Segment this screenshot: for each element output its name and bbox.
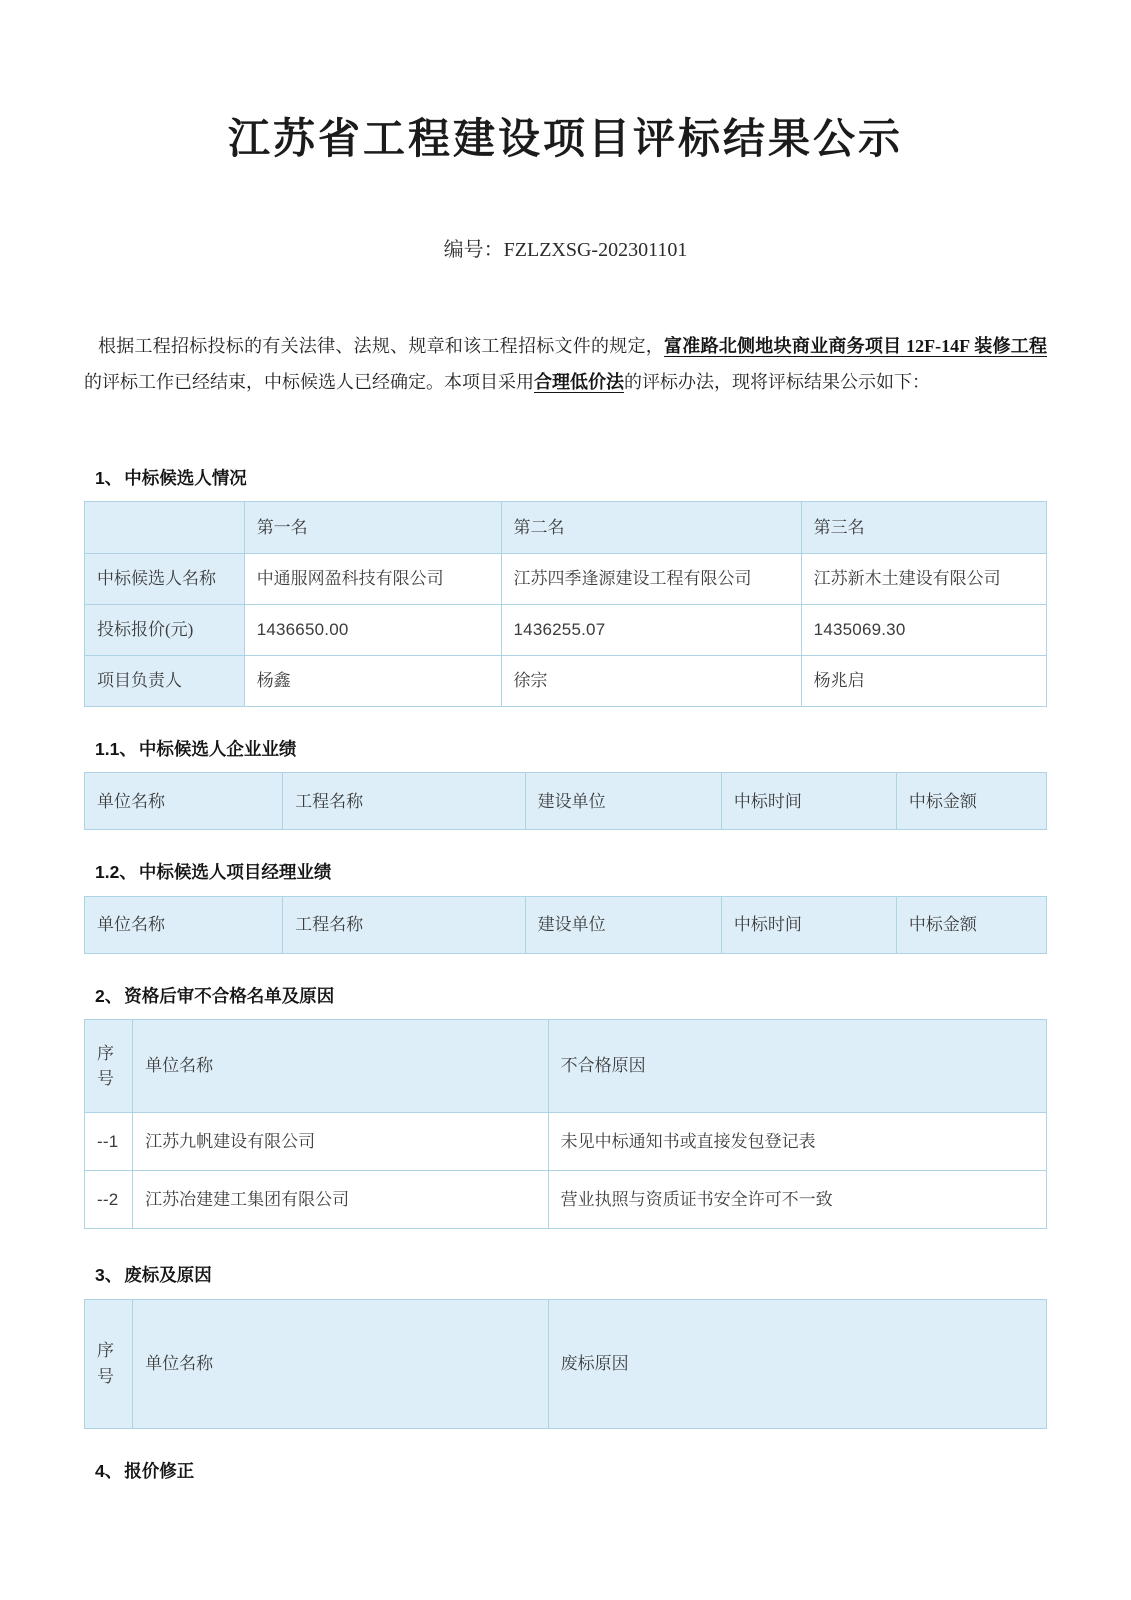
column-header-award-amount: 中标金额 [896, 896, 1046, 953]
column-header-project-name: 工程名称 [283, 896, 525, 953]
table-row [85, 1171, 1047, 1229]
section-title: 废标及原因 [124, 1265, 212, 1286]
section-number: 1.2、 [95, 862, 137, 883]
project-name-emphasis: 富准路北侧地块商业商务项目 12F-14F 装修工程 [664, 335, 1047, 356]
intro-text-1: 根据工程招标投标的有关法律、法规、规章和该工程招标文件的规定， [98, 335, 665, 356]
page-title: 江苏省工程建设项目评标结果公示 [227, 117, 903, 163]
table-cell: 1436650.00 [244, 605, 501, 656]
column-header-empty [85, 502, 245, 554]
column-header-serial-number: 序号 [85, 1020, 133, 1113]
row-label-candidate-name: 中标候选人名称 [85, 554, 245, 605]
table-row [85, 1113, 1047, 1171]
section-heading-rejected [84, 1263, 1047, 1288]
column-header-construction-unit: 建设单位 [525, 896, 721, 953]
section-title: 资格后审不合格名单及原因 [124, 985, 335, 1006]
column-header-project-name: 工程名称 [283, 773, 525, 830]
column-header-second-place: 第二名 [501, 502, 801, 554]
table-header-row [85, 1020, 1047, 1113]
section-title: 中标候选人项目经理业绩 [138, 862, 332, 883]
table-cell: 江苏新木土建设有限公司 [801, 554, 1046, 605]
column-header-third-place: 第三名 [801, 502, 1046, 554]
section-number: 3、 [95, 1265, 123, 1286]
column-header-unit-name: 单位名称 [85, 773, 283, 830]
table-cell: 1435069.30 [801, 605, 1046, 656]
table-row-bid-price [85, 605, 1047, 656]
table-header-row [85, 773, 1047, 830]
table-cell: 杨兆启 [801, 656, 1046, 707]
section-number: 1.1、 [95, 739, 137, 760]
doc-number-label: 编号： [443, 238, 504, 261]
table-header-row [85, 896, 1047, 953]
candidates-table [84, 501, 1047, 707]
intro-paragraph [84, 328, 1047, 400]
unit-name-cell: 江苏冶建建工集团有限公司 [133, 1171, 549, 1229]
intro-text-2: 的评标工作已经结束，中标候选人已经确定。本项目采用 [84, 371, 534, 392]
table-header-row [85, 1299, 1047, 1428]
disqualified-table [84, 1019, 1047, 1229]
table-row-candidate-name [85, 554, 1047, 605]
manager-performance-table [84, 896, 1047, 954]
column-header-unit-name: 单位名称 [133, 1020, 549, 1113]
section-title: 中标候选人情况 [124, 467, 247, 488]
table-row-project-manager [85, 656, 1047, 707]
reason-cell: 营业执照与资质证书安全许可不一致 [548, 1171, 1046, 1229]
section-heading-manager-performance [84, 860, 1047, 885]
serial-number-cell: --2 [85, 1171, 133, 1229]
table-cell: 1436255.07 [501, 605, 801, 656]
column-header-reject-reason: 废标原因 [548, 1299, 1046, 1428]
column-header-disqualify-reason: 不合格原因 [548, 1020, 1046, 1113]
doc-number [84, 233, 1047, 262]
column-header-first-place: 第一名 [244, 502, 501, 554]
section-heading-disqualified [84, 984, 1047, 1009]
table-cell: 江苏四季逢源建设工程有限公司 [501, 554, 801, 605]
unit-name-cell: 江苏九帆建设有限公司 [133, 1113, 549, 1171]
column-header-serial-number: 序号 [85, 1299, 133, 1428]
section-heading-candidates [84, 466, 1047, 491]
table-cell: 中通服网盈科技有限公司 [244, 554, 501, 605]
column-header-award-time: 中标时间 [721, 896, 896, 953]
column-header-unit-name: 单位名称 [133, 1299, 549, 1428]
section-heading-enterprise-performance [84, 737, 1047, 762]
enterprise-performance-table [84, 772, 1047, 830]
column-header-award-amount: 中标金额 [896, 773, 1046, 830]
serial-number-cell: --1 [85, 1113, 133, 1171]
section-number: 2、 [95, 985, 123, 1006]
row-label-bid-price: 投标报价(元) [85, 605, 245, 656]
section-heading-price-correction [84, 1459, 1047, 1484]
rejected-table [84, 1299, 1047, 1429]
doc-number-value: FZLZXSG-202301101 [503, 238, 688, 261]
section-title: 中标候选人企业业绩 [138, 739, 297, 760]
intro-text-3: 的评标办法，现将评标结果公示如下： [624, 371, 930, 392]
table-cell: 杨鑫 [244, 656, 501, 707]
section-title: 报价修正 [124, 1460, 195, 1481]
reason-cell: 未见中标通知书或直接发包登记表 [548, 1113, 1046, 1171]
row-label-project-manager: 项目负责人 [85, 656, 245, 707]
column-header-unit-name: 单位名称 [85, 896, 283, 953]
evaluation-method-emphasis: 合理低价法 [534, 371, 624, 392]
column-header-construction-unit: 建设单位 [525, 773, 721, 830]
section-number: 4、 [95, 1460, 123, 1481]
section-number: 1、 [95, 467, 123, 488]
table-header-row [85, 502, 1047, 554]
column-header-award-time: 中标时间 [721, 773, 896, 830]
table-cell: 徐宗 [501, 656, 801, 707]
